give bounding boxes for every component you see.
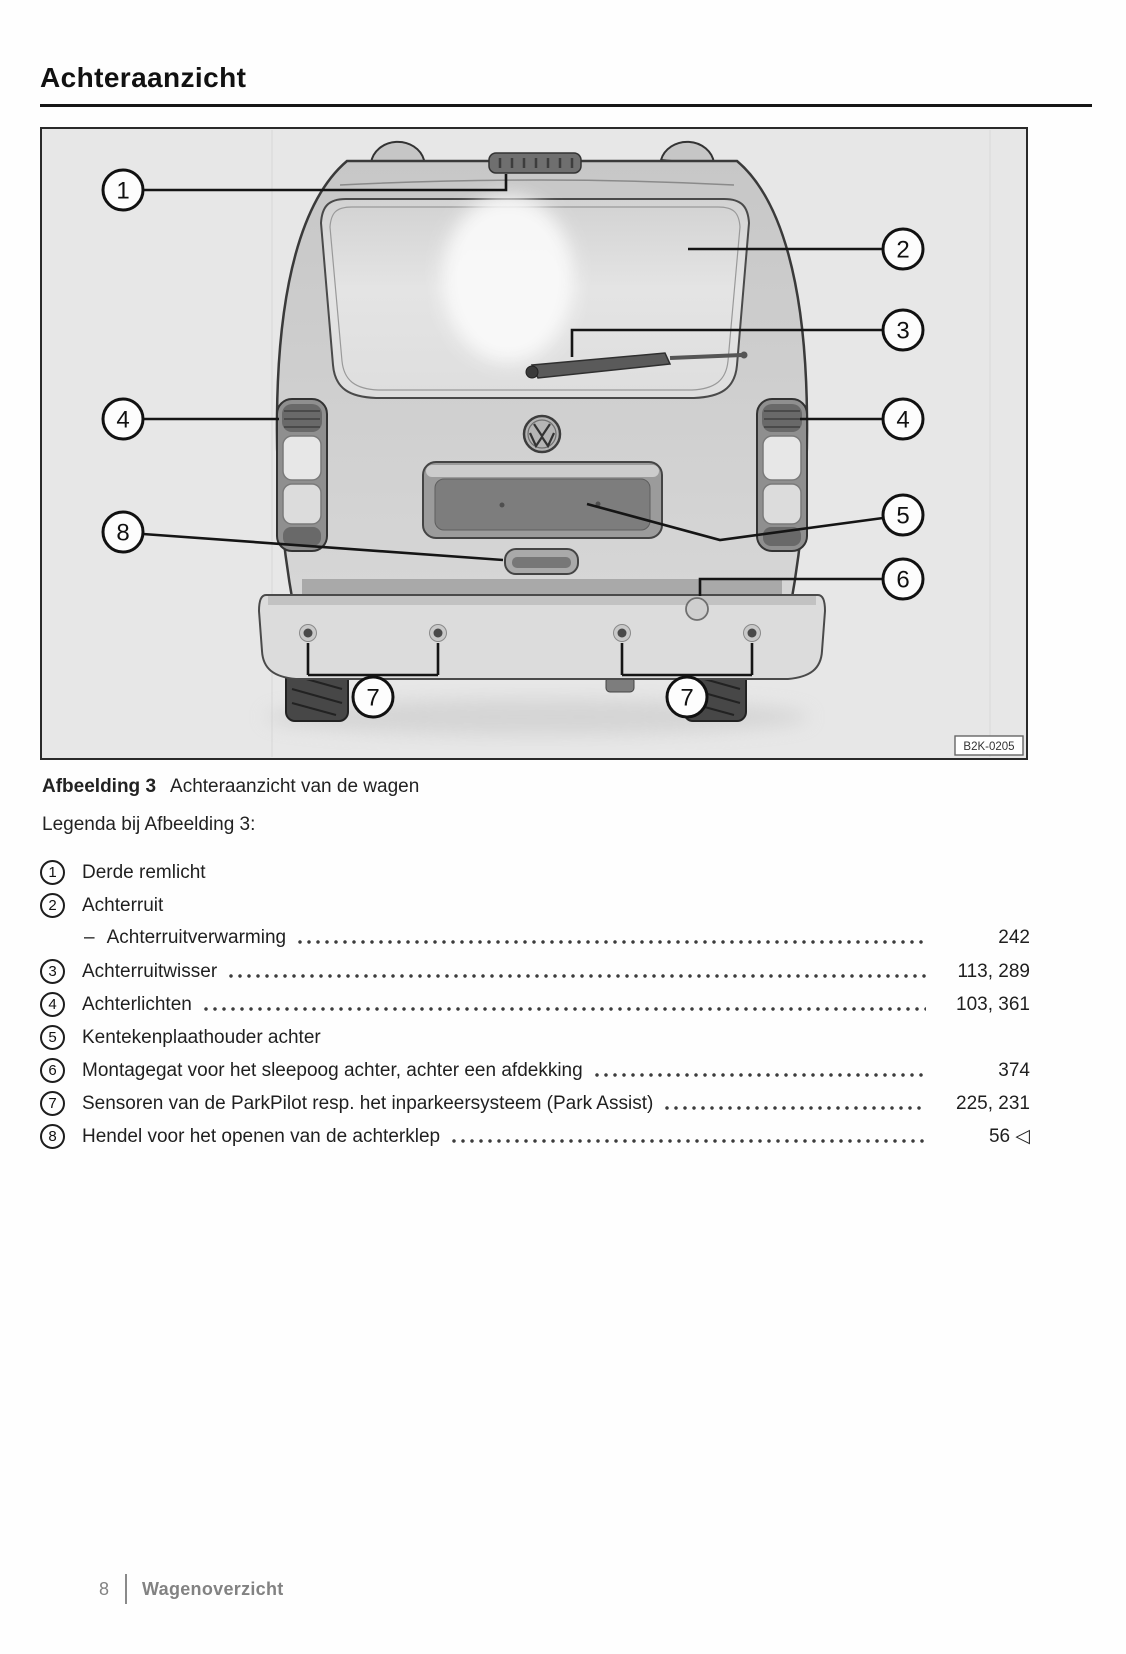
legend-label: Achterruit	[82, 894, 164, 916]
footer-divider	[125, 1574, 127, 1604]
legend-label: Derde remlicht	[82, 861, 206, 883]
dot-leader	[229, 974, 926, 978]
footer-page-number: 8	[99, 1578, 110, 1599]
legend-item-8	[40, 1124, 1030, 1149]
page-title: Achteraanzicht	[40, 62, 247, 93]
dot-leader	[452, 1139, 926, 1143]
callout-7-left	[353, 677, 393, 717]
svg-text:3: 3	[896, 317, 910, 345]
callout-5	[883, 495, 923, 535]
dot-leader	[595, 1073, 926, 1077]
legend-number-badge: 7	[40, 1091, 65, 1116]
legend-label: Achterlichten	[82, 993, 192, 1015]
dot-leader	[204, 1007, 926, 1011]
callout-4-right	[883, 399, 923, 439]
tow-eye-cover	[686, 598, 708, 620]
svg-text:4: 4	[116, 406, 130, 434]
legend-item-4	[40, 992, 1030, 1017]
legend-item-6	[40, 1058, 1030, 1083]
legend-item-3	[40, 959, 1030, 984]
callout-1	[103, 170, 143, 210]
legend-label: Achterruitwisser	[82, 960, 218, 982]
park-sensor	[430, 625, 447, 642]
third-brake-light	[489, 153, 581, 173]
figure-caption-text: Achteraanzicht van de wagen	[170, 776, 420, 797]
callout-7-right	[667, 677, 707, 717]
vw-logo	[524, 416, 560, 452]
legend-number-badge: 4	[40, 992, 65, 1017]
legend-item-1	[40, 860, 1030, 885]
legend-number-badge: 1	[40, 860, 65, 885]
legend-page-ref: 103, 361	[956, 993, 1030, 1015]
figure-caption	[42, 776, 1126, 798]
legend-item-7	[40, 1091, 1030, 1116]
bumper-top-shade	[268, 596, 816, 605]
figure-code-label	[955, 736, 1023, 755]
park-sensor	[614, 625, 631, 642]
page-footer	[99, 1574, 284, 1604]
footer-section-title: Wagenoverzicht	[142, 1578, 284, 1599]
dot-leader	[665, 1106, 926, 1110]
legend-page-ref: 225, 231	[956, 1092, 1030, 1114]
legend-item-5	[40, 1025, 1030, 1050]
legend-label: Achterruitverwarming	[106, 927, 287, 948]
svg-text:B2K-0205: B2K-0205	[963, 741, 1015, 753]
dot-leader	[298, 940, 926, 944]
rear-view-figure	[40, 127, 1028, 760]
legend-page-ref: 56 ◁	[988, 1126, 1030, 1147]
title-block	[40, 64, 1092, 107]
license-plate-recess	[423, 462, 662, 538]
figure-caption-label: Afbeelding 3	[42, 776, 157, 797]
callout-2	[883, 229, 923, 269]
legend-label: Hendel voor het openen van de achterklep	[82, 1125, 441, 1147]
vehicle-illustration	[40, 127, 1028, 760]
legend-label: Sensoren van de ParkPilot resp. het inparkeersysteem (Park Assist)	[82, 1092, 654, 1114]
svg-text:5: 5	[896, 502, 910, 530]
svg-text:7: 7	[366, 684, 380, 712]
tailgate-handle	[505, 549, 578, 574]
svg-text:4: 4	[896, 406, 910, 434]
legend-list	[40, 860, 1030, 1149]
legend-number-badge: 6	[40, 1058, 65, 1083]
rear-bumper	[259, 595, 825, 679]
legend-number-badge: 2	[40, 893, 65, 918]
callout-3	[883, 310, 923, 350]
tailgate-lower-seam	[302, 579, 782, 595]
legend-page-ref: 113, 289	[957, 960, 1030, 982]
legend-sub-dash: –	[84, 927, 95, 948]
callout-4-left	[103, 399, 143, 439]
tail-light-left	[277, 399, 327, 551]
legend-heading: Legenda bij Afbeelding 3:	[42, 814, 256, 835]
svg-text:1: 1	[116, 177, 130, 205]
park-sensor	[300, 625, 317, 642]
legend-label: Kentekenplaathouder achter	[82, 1026, 321, 1048]
legend-number-badge: 5	[40, 1025, 65, 1050]
legend-number-badge: 8	[40, 1124, 65, 1149]
legend-page-ref: 242	[998, 927, 1030, 948]
legend-page-ref: 374	[998, 1059, 1030, 1081]
legend-item-2	[40, 893, 1030, 918]
park-sensor	[744, 625, 761, 642]
svg-text:2: 2	[896, 236, 910, 264]
svg-text:6: 6	[896, 566, 910, 594]
svg-text:7: 7	[680, 684, 694, 712]
svg-text:8: 8	[116, 519, 130, 547]
callout-6	[883, 559, 923, 599]
callout-8	[103, 512, 143, 552]
legend-label: Montagegat voor het sleepoog achter, achter een afdekking	[82, 1059, 583, 1081]
legend-item-2-sub	[40, 926, 1030, 950]
legend-number-badge: 3	[40, 959, 65, 984]
